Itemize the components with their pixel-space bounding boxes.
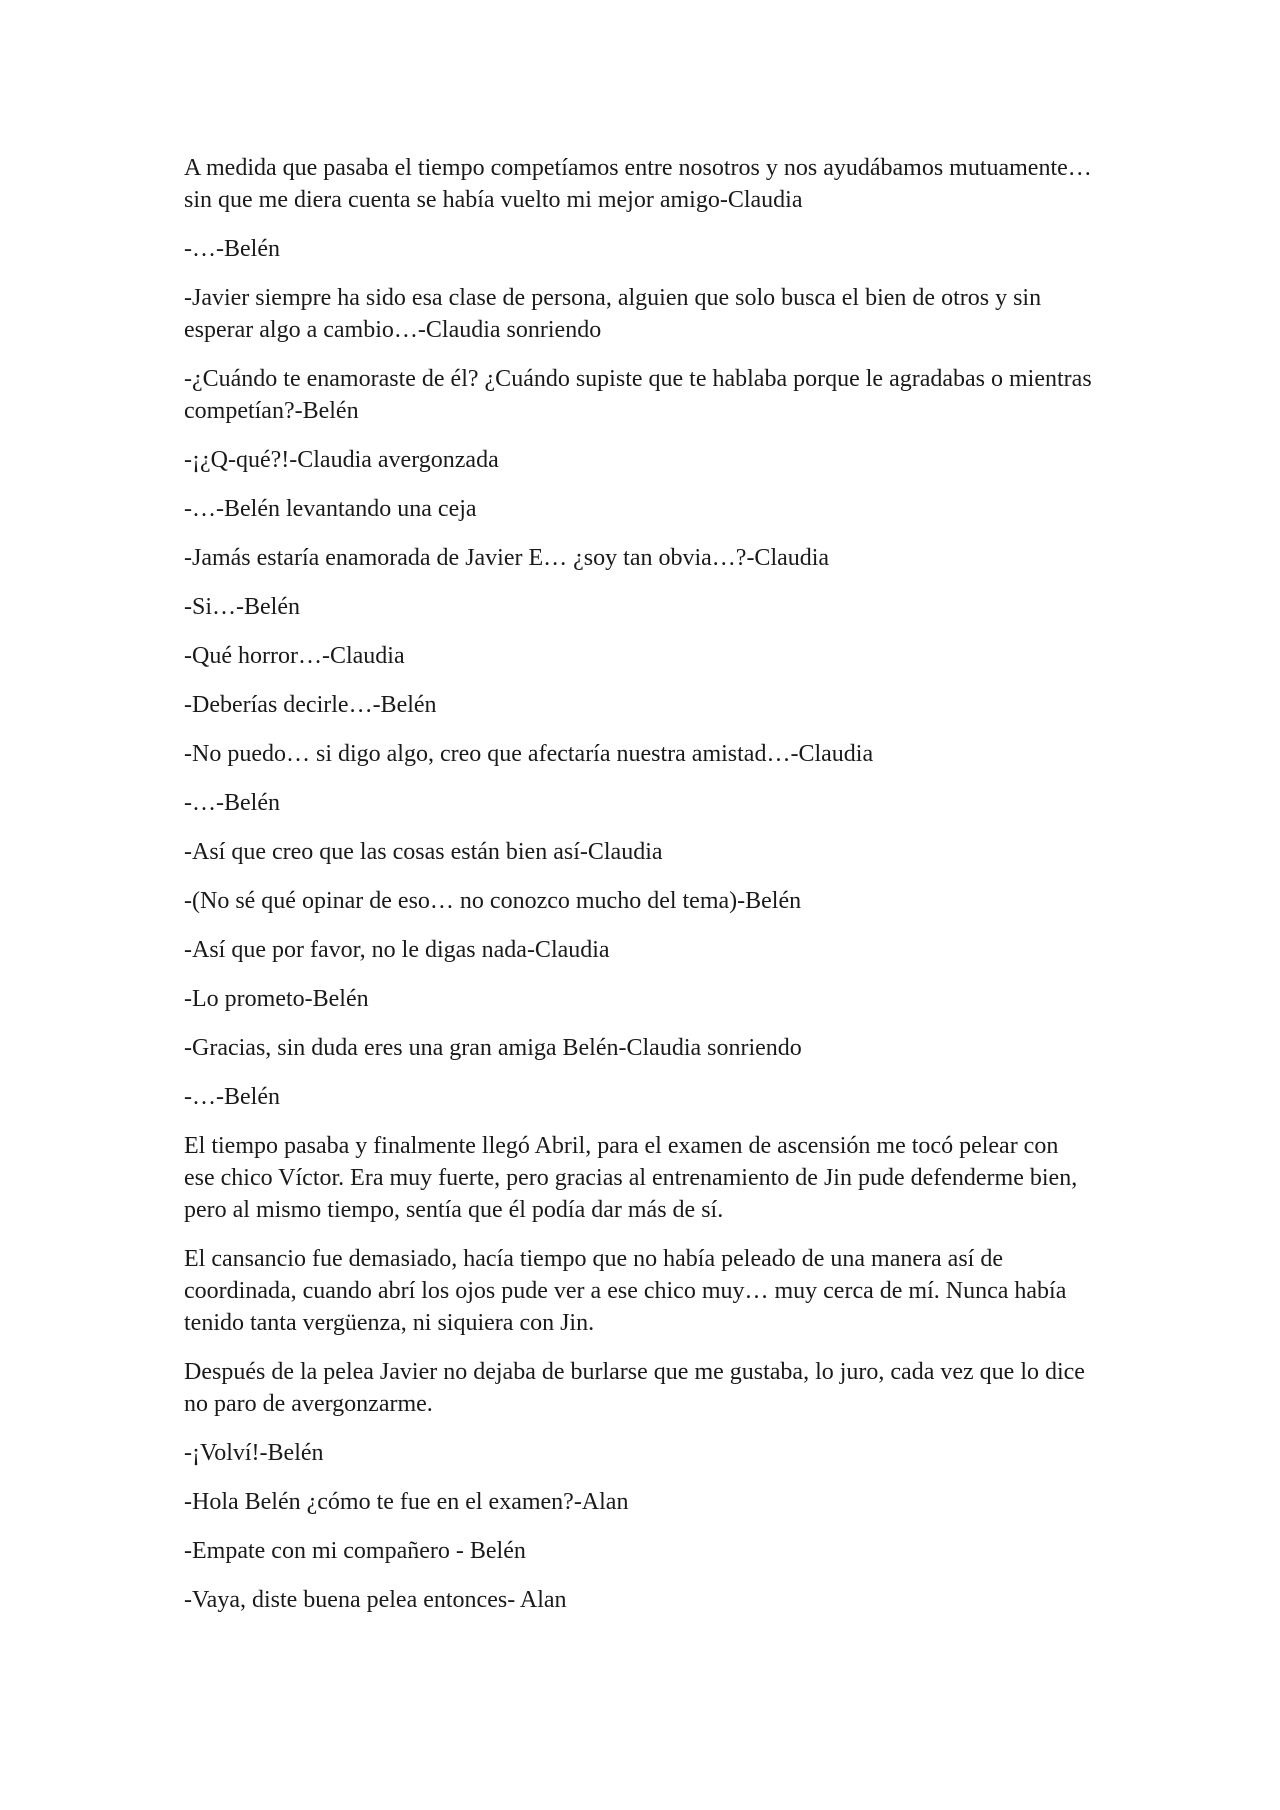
paragraph: -Así que creo que las cosas están bien así-Claudia [184, 839, 663, 865]
paragraph: -…-Belén levantando una ceja [184, 496, 477, 522]
paragraph: -Si…-Belén [184, 594, 300, 620]
paragraph: -…-Belén [184, 790, 280, 816]
paragraph: El cansancio fue demasiado, hacía tiempo que no había peleado de una manera así de coordinada, cuando abrí los ojos pude ver a ese chico muy… muy cerca de mí. Nunca había tenido tanta vergüenza, ni siquiera con Jin. [184, 1246, 1067, 1336]
paragraph: -Qué horror…-Claudia [184, 643, 405, 669]
paragraph: El tiempo pasaba y finalmente llegó Abril, para el examen de ascensión me tocó pelear con ese chico Víctor. Era muy fuerte, pero gracias al entrenamiento de Jin pude defenderme bien, pero al mismo tiempo, sentía que él podía dar más de sí. [184, 1133, 1078, 1223]
paragraph: -Empate con mi compañero - Belén [184, 1538, 526, 1564]
paragraph: -Gracias, sin duda eres una gran amiga Belén-Claudia sonriendo [184, 1035, 802, 1061]
paragraph: -Jamás estaría enamorada de Javier E… ¿soy tan obvia…?-Claudia [184, 545, 830, 571]
paragraph: -Deberías decirle…-Belén [184, 692, 437, 718]
paragraph: -Así que por favor, no le digas nada-Claudia [184, 937, 610, 963]
paragraph: -¿Cuándo te enamoraste de él? ¿Cuándo supiste que te hablaba porque le agradabas o mientras competían?-Belén [184, 366, 1092, 424]
paragraph: -…-Belén [184, 1084, 280, 1110]
document-body [184, 152, 1094, 1633]
paragraph: A medida que pasaba el tiempo competíamos entre nosotros y nos ayudábamos mutuamente… sin que me diera cuenta se había vuelto mi mejor amigo-Claudia [184, 155, 1092, 213]
paragraph: -No puedo… si digo algo, creo que afectaría nuestra amistad…-Claudia [184, 741, 874, 767]
paragraph: -¡Volví!-Belén [184, 1440, 324, 1466]
paragraph: -(No sé qué opinar de eso… no conozco mucho del tema)-Belén [184, 888, 802, 914]
paragraph: -Javier siempre ha sido esa clase de persona, alguien que solo busca el bien de otros y sin esperar algo a cambio…-Claudia sonriendo [184, 285, 1042, 343]
paragraph: -¡¿Q-qué?!-Claudia avergonzada [184, 447, 499, 473]
paragraph: -Lo prometo-Belén [184, 986, 369, 1012]
paragraph: Después de la pelea Javier no dejaba de burlarse que me gustaba, lo juro, cada vez que lo dice no paro de avergonzarme. [184, 1359, 1085, 1417]
paragraph: -Hola Belén ¿cómo te fue en el examen?-Alan [184, 1489, 629, 1515]
paragraph: -…-Belén [184, 236, 280, 262]
paragraph: -Vaya, diste buena pelea entonces- Alan [184, 1587, 567, 1613]
